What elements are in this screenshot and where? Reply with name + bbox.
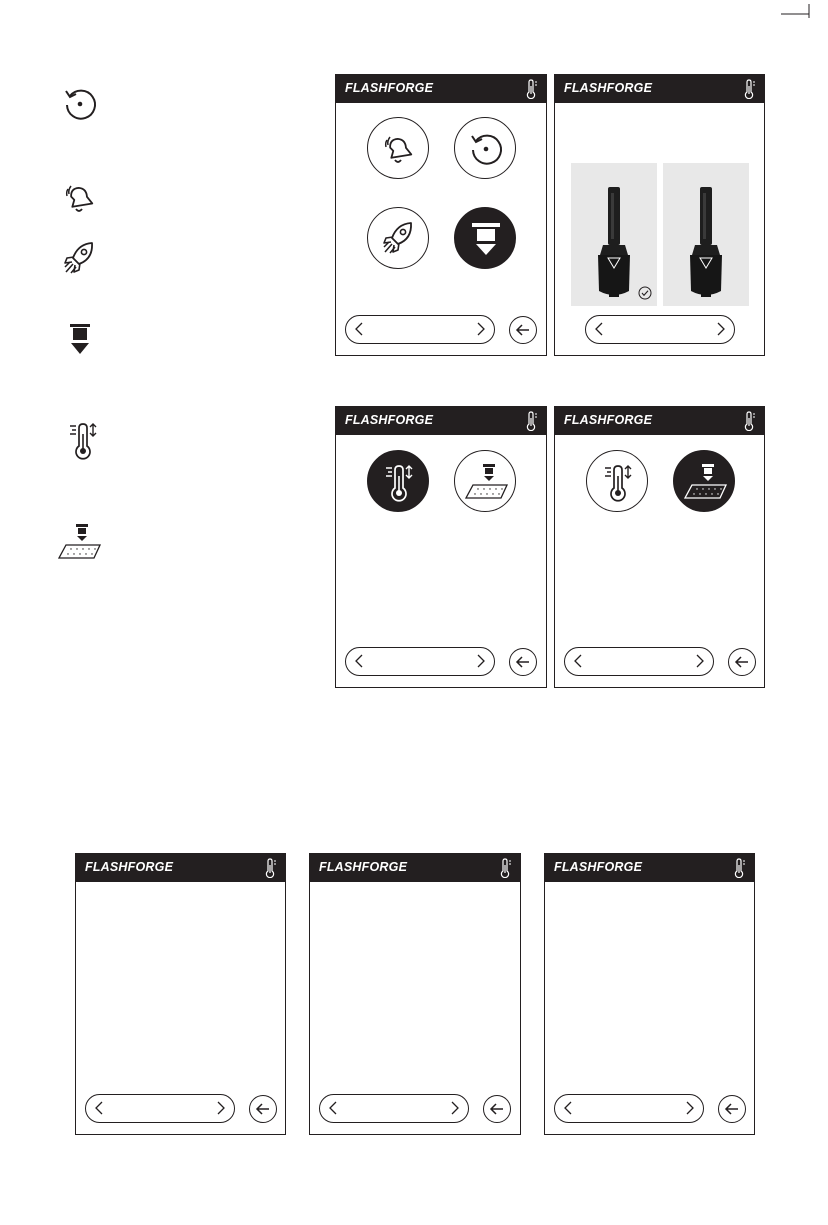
bed-level-button[interactable]: [673, 450, 735, 512]
chevron-right-icon[interactable]: [686, 1101, 694, 1115]
screen-blank-3: [544, 853, 755, 1135]
chevron-right-icon[interactable]: [717, 322, 725, 336]
back-button[interactable]: [718, 1095, 746, 1123]
page-navigator[interactable]: [554, 1094, 704, 1123]
rocket-button[interactable]: [367, 207, 429, 269]
restore-button[interactable]: [454, 117, 516, 179]
back-button[interactable]: [509, 648, 537, 676]
chevron-right-icon[interactable]: [217, 1101, 225, 1115]
bed-level-icon: [674, 451, 736, 513]
thermometer-adjust-icon: [587, 451, 649, 513]
screen-header: [310, 854, 520, 882]
brand-logo: FLASHFORGE: [564, 81, 653, 95]
arrow-left-icon: [719, 1096, 745, 1122]
bed-level-icon: [455, 451, 517, 513]
thermometer-status-icon: [264, 858, 276, 878]
thermometer-status-icon: [743, 79, 755, 99]
rocket-icon: [368, 208, 430, 270]
restore-icon: [455, 118, 517, 180]
chevron-left-icon[interactable]: [355, 654, 363, 668]
screen-blank-2: [309, 853, 521, 1135]
brand-logo: FLASHFORGE: [564, 413, 653, 427]
back-button[interactable]: [483, 1095, 511, 1123]
brand-logo: FLASHFORGE: [345, 413, 434, 427]
nozzle-option-2[interactable]: [663, 163, 807, 306]
screen-header: [555, 407, 764, 435]
check-circle-icon: [638, 286, 652, 300]
page-navigator[interactable]: [345, 647, 495, 676]
restore-icon: [62, 86, 98, 122]
back-button[interactable]: [728, 648, 756, 676]
chevron-right-icon[interactable]: [477, 322, 485, 336]
back-button[interactable]: [509, 316, 537, 344]
arrow-left-icon: [484, 1096, 510, 1122]
bed-level-button[interactable]: [454, 450, 516, 512]
bed-level-icon: [56, 524, 102, 560]
thermometer-status-icon: [525, 79, 537, 99]
screen-header: [545, 854, 754, 882]
page-navigator[interactable]: [585, 315, 735, 344]
screen-header: [555, 75, 764, 103]
screen-header: [336, 407, 546, 435]
chevron-left-icon[interactable]: [355, 322, 363, 336]
chevron-right-icon[interactable]: [696, 654, 704, 668]
page-navigator[interactable]: [319, 1094, 469, 1123]
bell-icon: [368, 118, 430, 180]
notification-button[interactable]: [367, 117, 429, 179]
rocket-icon: [62, 240, 98, 278]
arrow-left-icon: [729, 649, 755, 675]
chevron-right-icon[interactable]: [451, 1101, 459, 1115]
thermometer-status-icon: [733, 858, 745, 878]
brand-logo: FLASHFORGE: [85, 860, 174, 874]
chevron-right-icon[interactable]: [477, 654, 485, 668]
thermometer-adjust-icon: [66, 420, 100, 460]
nozzle-icon: [455, 208, 517, 270]
nozzle-image: [571, 163, 657, 306]
thermometer-status-icon: [743, 411, 755, 431]
nozzle-option-label: 0.4-265: [777, 278, 807, 288]
arrow-left-icon: [250, 1096, 276, 1122]
nozzle-icon: [66, 324, 94, 356]
temperature-button[interactable]: [586, 450, 648, 512]
chevron-left-icon[interactable]: [574, 654, 582, 668]
bell-icon: [62, 180, 98, 216]
chevron-left-icon[interactable]: [595, 322, 603, 336]
thermometer-status-icon: [525, 411, 537, 431]
page-navigator[interactable]: [564, 647, 714, 676]
chevron-left-icon[interactable]: [95, 1101, 103, 1115]
nozzle-option-1[interactable]: [571, 163, 657, 306]
screen-header: [76, 854, 285, 882]
screen-temperature: [335, 406, 547, 688]
arrow-left-icon: [510, 317, 536, 343]
brand-logo: FLASHFORGE: [345, 81, 434, 95]
nozzle-image: [663, 163, 749, 306]
screen-header: [336, 75, 546, 103]
page-navigator[interactable]: [85, 1094, 235, 1123]
screen-blank-1: [75, 853, 286, 1135]
chevron-left-icon[interactable]: [329, 1101, 337, 1115]
back-button[interactable]: [249, 1095, 277, 1123]
page-navigator[interactable]: [345, 315, 495, 344]
arrow-left-icon: [510, 649, 536, 675]
temperature-button[interactable]: [367, 450, 429, 512]
thermometer-status-icon: [499, 858, 511, 878]
screen-nozzle-select: [554, 74, 807, 356]
screen-bed-level: [554, 406, 765, 688]
brand-logo: FLASHFORGE: [319, 860, 408, 874]
chevron-left-icon[interactable]: [564, 1101, 572, 1115]
screen-main-menu: [335, 74, 547, 356]
brand-logo: FLASHFORGE: [554, 860, 643, 874]
nozzle-button[interactable]: [454, 207, 516, 269]
corner-mark: [781, 4, 821, 18]
thermometer-adjust-icon: [368, 451, 430, 513]
